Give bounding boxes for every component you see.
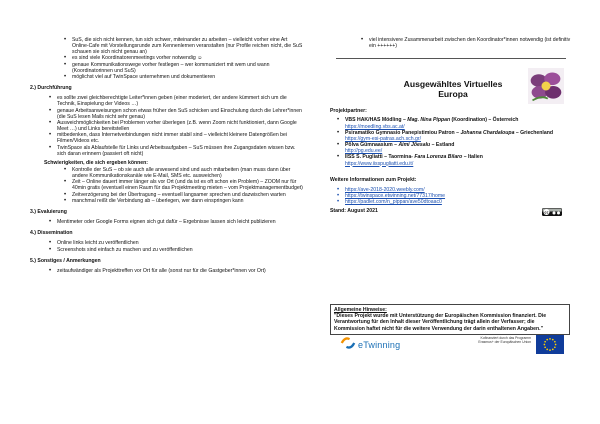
partner-country: – Griechenland [514, 129, 553, 136]
title-line-2: Europa [438, 89, 468, 100]
list-item: • TwinSpace als Ablaufstelle für Links und Arbeitsaufgaben – SuS müssen ihre Zugangsdaten wissen bzw. sich daran erinnern (passiert oft nicht) [48, 145, 305, 157]
difficulties-title: Schwierigkeiten, die sich ergeben können: [44, 159, 148, 166]
evaluierung-list [30, 219, 305, 225]
flower-icon [528, 68, 564, 104]
info-title: Weitere Informationen zum Projekt: [330, 176, 417, 183]
list-item: • genaue Arbeitsanweisungen schon etwas früher den SuS schicken und Einschulung durch die Lehrer*innen (die SuS lesen Mails nicht sehr genau) [48, 108, 305, 120]
partner-contact: Fara Lorenza Bilaro [414, 154, 463, 161]
project-link[interactable]: • https://padlet.com/n_pippan/ave50dtoaac0 [336, 199, 575, 205]
etwinning-logo-icon [340, 336, 356, 350]
partner-item [336, 154, 575, 166]
title-line-1: Ausgewähltes Virtuelles [403, 79, 503, 90]
list-item: • möglichst viel auf TwinSpace unternehmen und dokumentieren [63, 74, 305, 80]
list-item: • viel intensivere Zusammenarbeit zwischen den Koordinator*innen notwendig (ist definitiv ein ++++++) [360, 37, 575, 49]
partner-item [336, 130, 575, 142]
etwinning-label: eTwinning [358, 340, 401, 350]
list-item: • Ausweichmöglichkeiten bei Problemen vorher überlegen (z.B. wenn Zoom nicht funktioniert, dann Google Meet …) und Links bereitstellen [48, 120, 305, 132]
eu-flag-icon [536, 335, 564, 354]
left-column [30, 37, 305, 274]
partner-item [336, 117, 575, 129]
partner-country: – Estland [430, 142, 455, 149]
partner-country: (Koordination) – Österreich [450, 117, 519, 124]
svg-text:cc: cc [544, 210, 549, 215]
dissemination-list [30, 240, 305, 252]
partner-contact: Aimi Jõesalu [398, 142, 431, 149]
logos-row [340, 330, 575, 360]
list-item: • mitbedenken, dass Internetverbindungen nicht immer stabil sind – vielleicht kleinere Datengrößen bei Filmen/Videos etc. [48, 132, 305, 144]
partner-contact: Mag. Nina Pippan [407, 117, 451, 124]
notice-title: Allgemeine Hinweise: [334, 307, 387, 313]
intro-list [30, 37, 305, 80]
list-item: • Zeit – Online dauert immer länger als vor Ort (und da ist es oft schon ein Problem) – ZOOM nur für 40min gratis (eventuell einen Raum für das Projektmeeting mieten – vom Projektmanagementbudget) [63, 179, 305, 191]
divider [336, 58, 566, 59]
partner-link[interactable]: http://pg.edu.ee/ [345, 148, 383, 155]
partner-item [336, 142, 575, 154]
right-top-list [330, 37, 575, 49]
section-title-durchfuehrung: 2.) Durchführung [30, 85, 72, 92]
section-title-dissemination: 4.) Dissemination [30, 230, 73, 237]
list-item: • es sind viele Koordinatorenmeetings vorher notwendig ☺ [63, 55, 305, 61]
partner-link[interactable]: https://www.iisspugliatti.edu.it/ [345, 160, 414, 167]
list-item: • Online links leicht zu veröffentlichen [48, 240, 305, 246]
eu-funding-text: Kofinanziert durch das Programm Erasmus+ der Europäischen Union [478, 336, 531, 344]
list-item: • Kontrolle der SuS – ob sie auch alle anwesend sind und auch mitarbeiten (man muss dann über andere Kommunikationskanäle wie E-Mail, SMS etc. ausweichen) [63, 167, 305, 179]
leaflet-title [388, 79, 518, 99]
partners-list [330, 117, 575, 166]
list-item: • Mentimeter oder Google Forms eignen sich gut dafür – Ergebnisse lassen sich leicht publizieren [48, 219, 305, 225]
list-item: • Zeitverzögerung bei der Übertragung – eventuell langsamer sprechen und dazwischen warten [63, 192, 305, 198]
partner-link[interactable]: https://moedling.vbs.ac.at/ [345, 123, 405, 130]
list-item: • Screenshots sind einfach zu machen und zu veröffentlichen [48, 247, 305, 253]
partner-country: – Italien [462, 154, 483, 161]
partner-name: Psiramatiko Gymnasio Panepistimiou Patron – [345, 129, 459, 136]
list-item: • zeitaufwändiger als Projekttreffen vor Ort für alle (sonst nur für die Gastgeber*innen vor Ort) [48, 268, 305, 274]
partner-contact: Johanna Chardaloupa [460, 129, 515, 136]
project-link[interactable]: • https://ave-2018-2020.weebly.com/ [336, 187, 575, 193]
partner-link[interactable]: https://gym-esi-patras.ach.sch.gr/ [345, 135, 421, 142]
info-links [330, 187, 575, 205]
notice-text: "Dieses Projekt wurde mit Unterstützung der Europäischen Kommission finanziert. Die Verantwortung für den Inhalt dieser Veröffentlichung trägt allein der Verfasser; die Kommission haftet nicht für die weitere Verwendung der darin enthaltenen Angaben." [334, 313, 547, 332]
list-item: • es sollte zwei gleichberechtigte Leiter*innen geben (einer moderiert, der andere kümmert sich um die Technik, Einspielung der Videos …) [48, 95, 305, 107]
section-title-sonstiges: 5.) Sonstiges / Anmerkungen [30, 257, 101, 264]
durchfuehrung-list [30, 95, 305, 157]
sonstiges-list [30, 268, 305, 274]
section-title-evaluierung: 3.) Evaluierung [30, 208, 67, 215]
list-item: • manchmal reißt die Verbindung ab – überlegen, wer dann einspringen kann [63, 198, 305, 204]
right-column [330, 37, 575, 215]
stand-date: Stand: August 2021 [330, 208, 378, 215]
list-item: • genaue Kommunikationswege vorher festlegen – wer kommuniziert mit wem und wann (Koordinatorinnen und SuS) [63, 62, 305, 74]
partner-name: IISS S. Pugliatti – Taormina- [345, 154, 413, 161]
stand-row [330, 208, 575, 214]
list-item: • SuS, die sich nicht kennen, tun sich schwer, miteinander zu arbeiten – vielleicht vorher eine Art Online-Cafe mit Vorstellungsrunde zum Kennenlernen veranstalten (nur Profile reichen nicht, die SuS schauen sie sich nicht genau an) [63, 37, 305, 55]
project-link[interactable]: • https://twinspace.etwinning.net/77317/home [336, 193, 575, 199]
partners-title: Projektpartner: [330, 108, 367, 115]
cc-license-icon [542, 208, 562, 216]
partner-name: VBS HAK/HAS Mödling – [345, 117, 406, 124]
partner-name: Põlva Gümnaasium – [345, 142, 397, 149]
title-block [330, 74, 575, 108]
difficulties-list [30, 167, 305, 204]
